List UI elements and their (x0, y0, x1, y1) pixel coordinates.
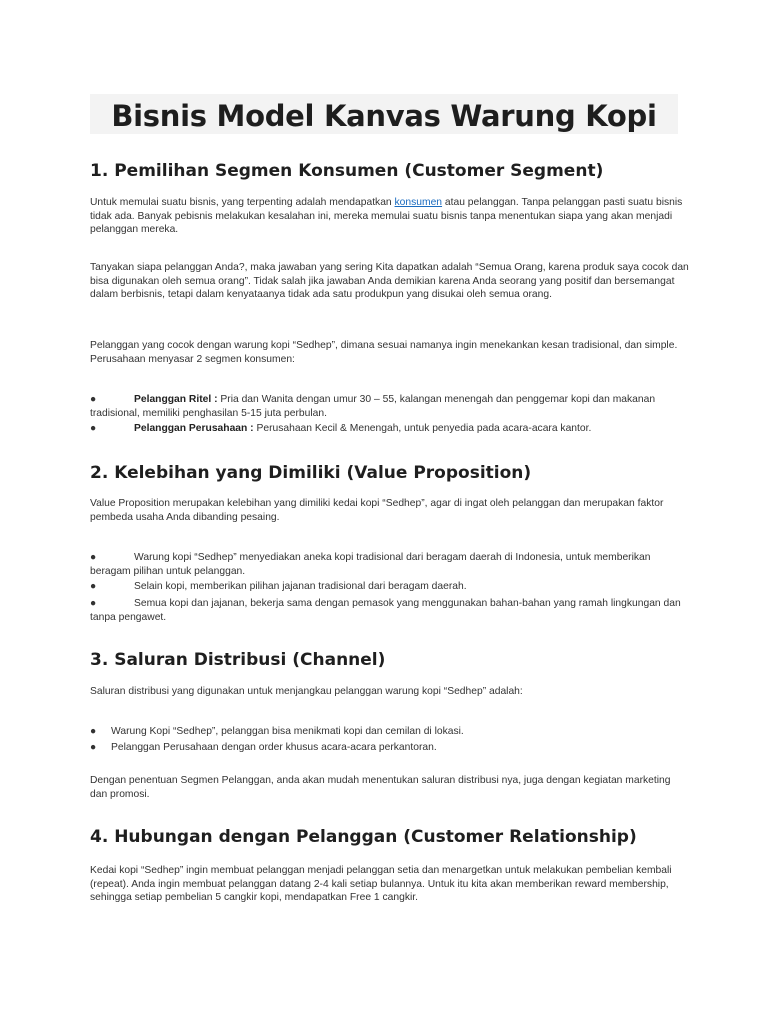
list-item-text: Warung Kopi “Sedhep”, pelanggan bisa menikmati kopi dan cemilan di lokasi. (111, 726, 464, 737)
list-item-body: Pria dan Wanita dengan umur 30 – 55, kalangan menengah dan penggemar kopi dan makanan tradisional, memiliki penghasilan 5-15 juta perbulan. (90, 394, 656, 419)
konsumen-link[interactable]: konsumen (394, 197, 443, 208)
list-item-label: Pelanggan Perusahaan : (134, 423, 254, 434)
paragraph: Pelanggan yang cocok dengan warung kopi “Sedhep”, dimana sesuai namanya ingin menekankan kesan tradisional, dan simple. Perusahaan menyasar 2 segmen konsumen: (90, 340, 678, 365)
list-item (90, 393, 690, 420)
paragraph: Kedai kopi “Sedhep” ingin membuat pelanggan menjadi pelanggan setia dan menargetkan untuk melakukan pembelian kembali (repeat). Anda ingin membuat pelanggan datang 2-4 kali setiap bulannya. Untuk itu kita akan memberikan reward membership, sehingga setiap pembelian 5 cangkir kopi, mendapatkan Free 1 cangkir. (90, 865, 672, 904)
list-item (90, 597, 690, 624)
paragraph: Dengan penentuan Segmen Pelanggan, anda akan mudah menentukan saluran distribusi nya, juga dengan kegiatan marketing dan promosi. (90, 775, 671, 800)
page-title: Bisnis Model Kanvas Warung Kopi (111, 99, 657, 133)
list-item-body: Perusahaan Kecil & Menengah, untuk penyedia pada acara-acara kantor. (253, 423, 592, 434)
paragraph-text: atau pelanggan. Tanpa pelanggan pasti suatu bisnis tidak ada. Banyak pebisnis melakukan kesalahan ini, mereka memulai suatu bisnis tanpa menentukan siapa yang akan menjadi pelanggan mereka. (90, 197, 683, 236)
bullet-icon: ● (90, 552, 97, 563)
section-heading-customer-segment: 1. Pemilihan Segmen Konsumen (Customer Segment) (90, 161, 604, 181)
list-item-text (90, 422, 690, 436)
paragraph-text: Untuk memulai suatu bisnis, yang terpenting adalah mendapatkan (90, 197, 395, 208)
list-item (90, 725, 690, 739)
list-item (90, 422, 690, 436)
bullet-icon: ● (90, 742, 97, 753)
list-item-text: Selain kopi, memberikan pilihan jajanan tradisional dari beragam daerah. (134, 581, 467, 592)
list-item-text (90, 393, 690, 420)
list-item (90, 580, 690, 594)
bullet-icon: ● (90, 423, 97, 434)
section-heading-channel: 3. Saluran Distribusi (Channel) (90, 650, 386, 670)
bullet-icon: ● (90, 598, 97, 609)
paragraph: Saluran distribusi yang digunakan untuk menjangkau pelanggan warung kopi “Sedhep” adalah: (90, 686, 523, 697)
bullet-icon: ● (90, 581, 97, 592)
list-item-text: Warung kopi “Sedhep” menyediakan aneka kopi tradisional dari beragam daerah di Indonesia, untuk memberikan beragam pilihan untuk pelanggan. (90, 552, 651, 577)
paragraph (90, 196, 690, 237)
section-heading-customer-relationship: 4. Hubungan dengan Pelanggan (Customer Relationship) (90, 827, 637, 847)
list-item-text: Semua kopi dan jajanan, bekerja sama dengan pemasok yang menggunakan bahan-bahan yang ramah lingkungan dan tanpa pengawet. (90, 598, 681, 623)
bullet-icon: ● (90, 726, 97, 737)
paragraph: Value Proposition merupakan kelebihan yang dimiliki kedai kopi “Sedhep”, agar di ingat oleh pelanggan dan merupakan faktor pembeda usaha Anda dibanding pesaing. (90, 498, 664, 523)
list-item-label: Pelanggan Ritel : (134, 394, 218, 405)
bullet-icon: ● (90, 394, 97, 405)
list-item-text: Pelanggan Perusahaan dengan order khusus acara-acara perkantoran. (111, 742, 437, 753)
list-item (90, 551, 690, 578)
paragraph: Tanyakan siapa pelanggan Anda?, maka jawaban yang sering Kita dapatkan adalah “Semua Orang, karena produk saya cocok dan bisa digunakan oleh semua orang”. Tidak salah jika jawaban Anda demikian karena Anda seorang yang positif dan bersemangat dalam berbisnis, tetapi dalam kenyataanya tidak ada satu produkpun yang disukai oleh semua orang. (90, 262, 689, 301)
list-item (90, 741, 690, 755)
section-heading-value-proposition: 2. Kelebihan yang Dimiliki (Value Proposition) (90, 463, 532, 483)
